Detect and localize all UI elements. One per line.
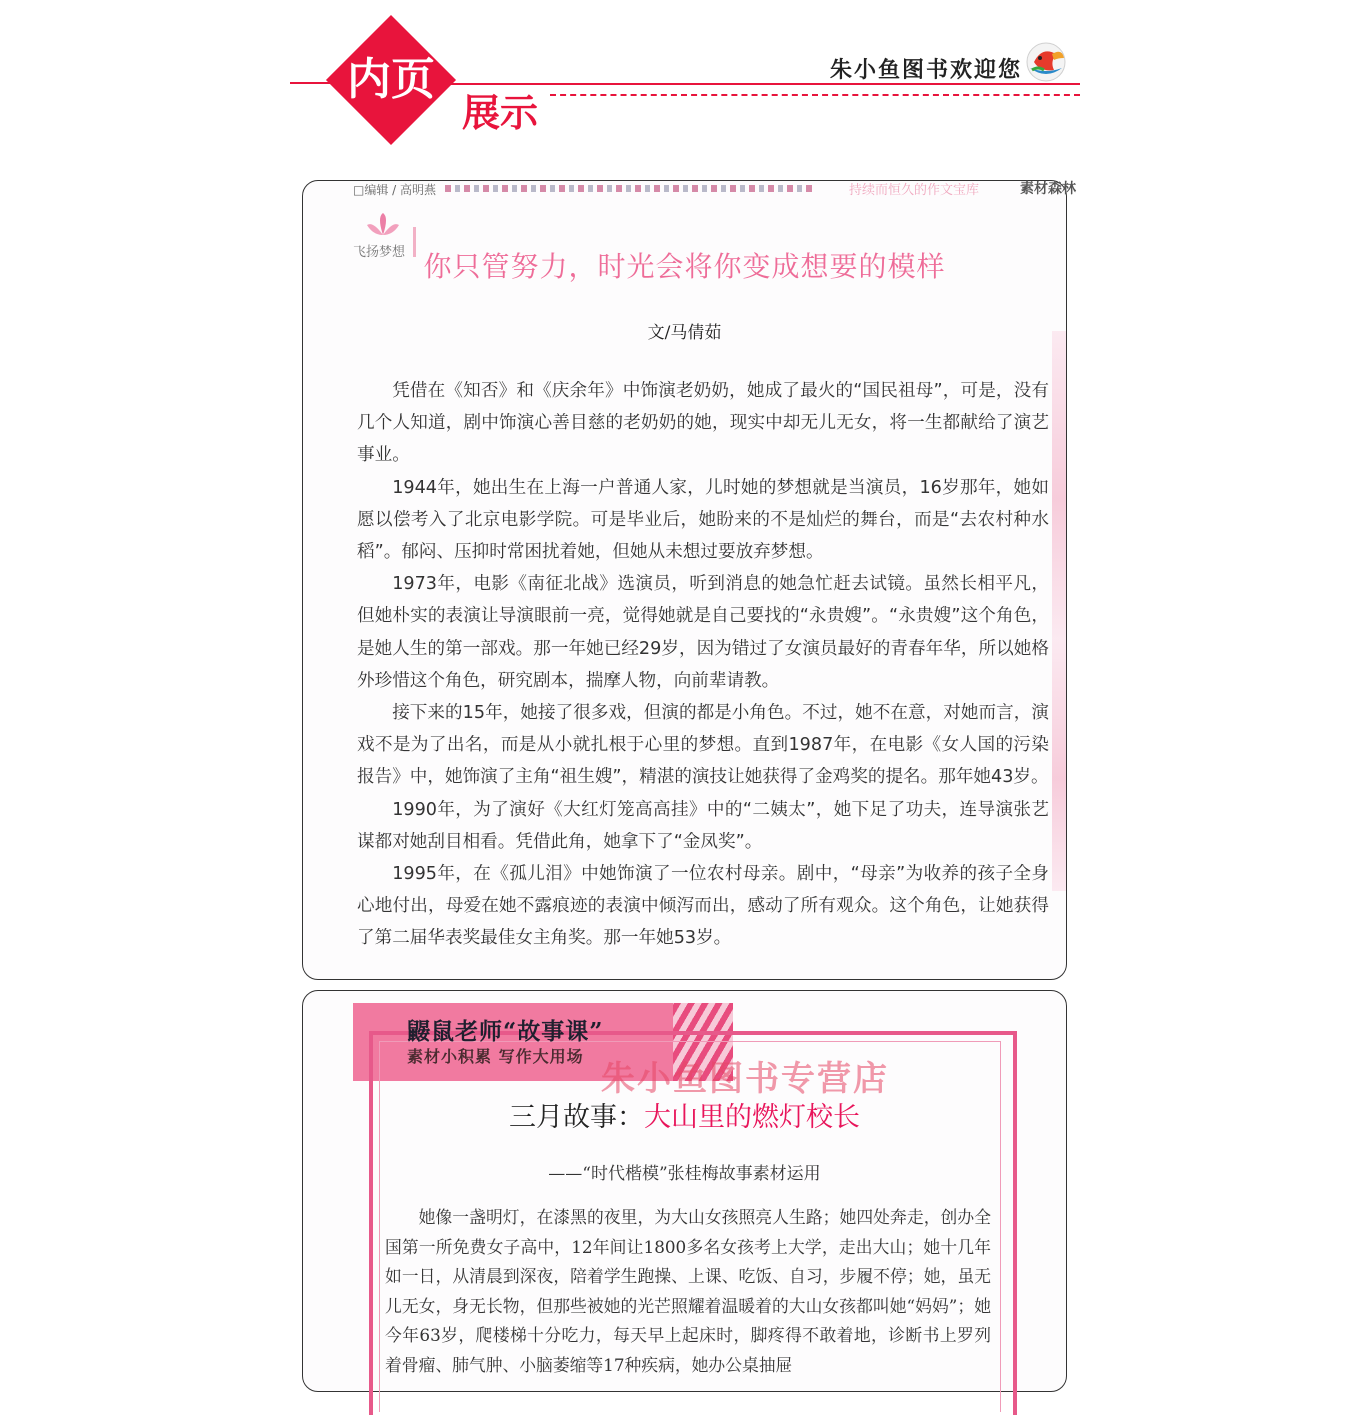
decorative-tick-strip <box>445 185 815 192</box>
shop-watermark: 朱小鱼图书专营店 <box>601 1059 889 1099</box>
floral-edge-decoration <box>1052 331 1066 891</box>
header-banner <box>0 0 1371 160</box>
banner-rule-dashed <box>550 94 1080 96</box>
story-title-accent: 大山里的燃灯校长 <box>644 1102 860 1133</box>
page-running-header <box>353 181 1076 198</box>
shop-welcome-text: 朱小鱼图书欢迎您 <box>830 58 1023 83</box>
section-label: 飞扬梦想 <box>353 245 406 260</box>
paragraph: 1990年，为了演好《大红灯笼高高挂》中的“二姨太”，她下足了功夫，连导演张艺谋都对她刮目相看。凭借此角，她拿下了“金凤奖”。 <box>357 799 1049 852</box>
badge-label: 内页 <box>347 54 435 105</box>
goldfish-logo-icon <box>1024 40 1068 84</box>
paragraph: 1973年，电影《南征北战》选演员，听到消息的她急忙赶去试镜。虽然长相平凡，但她朴实的表演让导演眼前一亮，觉得她就是自己要找的“永贵嫂”。“永贵嫂”这个角色，是她人生的第一部戏。那一年她已经29岁，因为错过了女演员最好的青春年华，所以她格外珍惜这个角色，研究剧本，揣摩人物，向前辈请教。 <box>357 574 1049 691</box>
paragraph: 1944年，她出生在上海一户普通人家，儿时她的梦想就是当演员，16岁那年，她如愿以偿考入了北京电影学院。可是毕业后，她盼来的不是灿烂的舞台，而是“去农村种水稻”。郁闷、压抑时常困扰着她，但她从未想过要放弃梦想。 <box>357 477 1049 563</box>
column-title: 鼹鼠老师“故事课” <box>407 1018 604 1045</box>
paragraph: 接下来的15年，她接了很多戏，但演的都是小角色。不过，她不在意，对她而言，演戏不是为了出名，而是从小就扎根于心里的梦想。直到1987年，在电影《女人国的污染报告》中，她饰演了主角“祖生嫂”，精湛的演技让她获得了金鸡奖的提名。那年她43岁。 <box>357 703 1049 788</box>
header-slogan: 持续而恒久的作文宝库 <box>849 183 980 198</box>
column-name: 素材森林 <box>1020 181 1076 197</box>
banner-rule-left <box>290 82 330 84</box>
story-body <box>385 1203 991 1381</box>
article-author: 文/马倩茹 <box>647 323 722 343</box>
paragraph: 凭借在《知否》和《庆余年》中饰演老奶奶，她成了最火的“国民祖母”，可是，没有几个人知道，剧中饰演心善目慈的老奶奶的她，现实中却无儿无女，将一生都献给了演艺事业。 <box>357 381 1049 466</box>
banner-subtitle: 展示 <box>462 90 539 135</box>
editor-credit: □编辑 / 高明燕 <box>353 183 437 197</box>
story-title-prefix: 三月故事： <box>509 1102 644 1133</box>
story-title <box>303 1095 1066 1134</box>
paragraph: 1995年，在《孤儿泪》中她饰演了一位农村母亲。剧中，“母亲”为收养的孩子全身心地付出，母爱在她不露痕迹的表演中倾泻而出，感动了所有观众。这个角色，让她获得了第二届华表奖最佳女主角奖。那一年她53岁。 <box>357 864 1049 949</box>
book-page-preview-1 <box>302 180 1076 980</box>
lotus-flower-icon <box>363 211 403 237</box>
article-title: 你只管努力，时光会将你变成想要的模样 <box>423 250 946 283</box>
story-subtitle: ——“时代楷模”张桂梅故事素材运用 <box>548 1164 821 1184</box>
column-tagline: 素材小积累 写作大用场 <box>407 1047 584 1066</box>
book-page-preview-2 <box>302 990 1067 1392</box>
paragraph: 她像一盏明灯，在漆黑的夜里，为大山女孩照亮人生路；她四处奔走，创办全国第一所免费女子高中，12年间让1800多名女孩考上大学，走出大山；她十几年如一日，从清晨到深夜，陪着学生跑操、上课、吃饭、自习，步履不停；她，虽无儿无女，身无长物，但那些被她的光芒照耀着温暖着的大山女孩都叫她“妈妈”；她今年63岁，爬楼梯十分吃力，每天早上起床时，脚疼得不敢着地，诊断书上罗列着骨瘤、肺气肿、小脑萎缩等17种疾病，她办公桌抽屉 <box>385 1207 991 1375</box>
article-body <box>357 375 1049 955</box>
